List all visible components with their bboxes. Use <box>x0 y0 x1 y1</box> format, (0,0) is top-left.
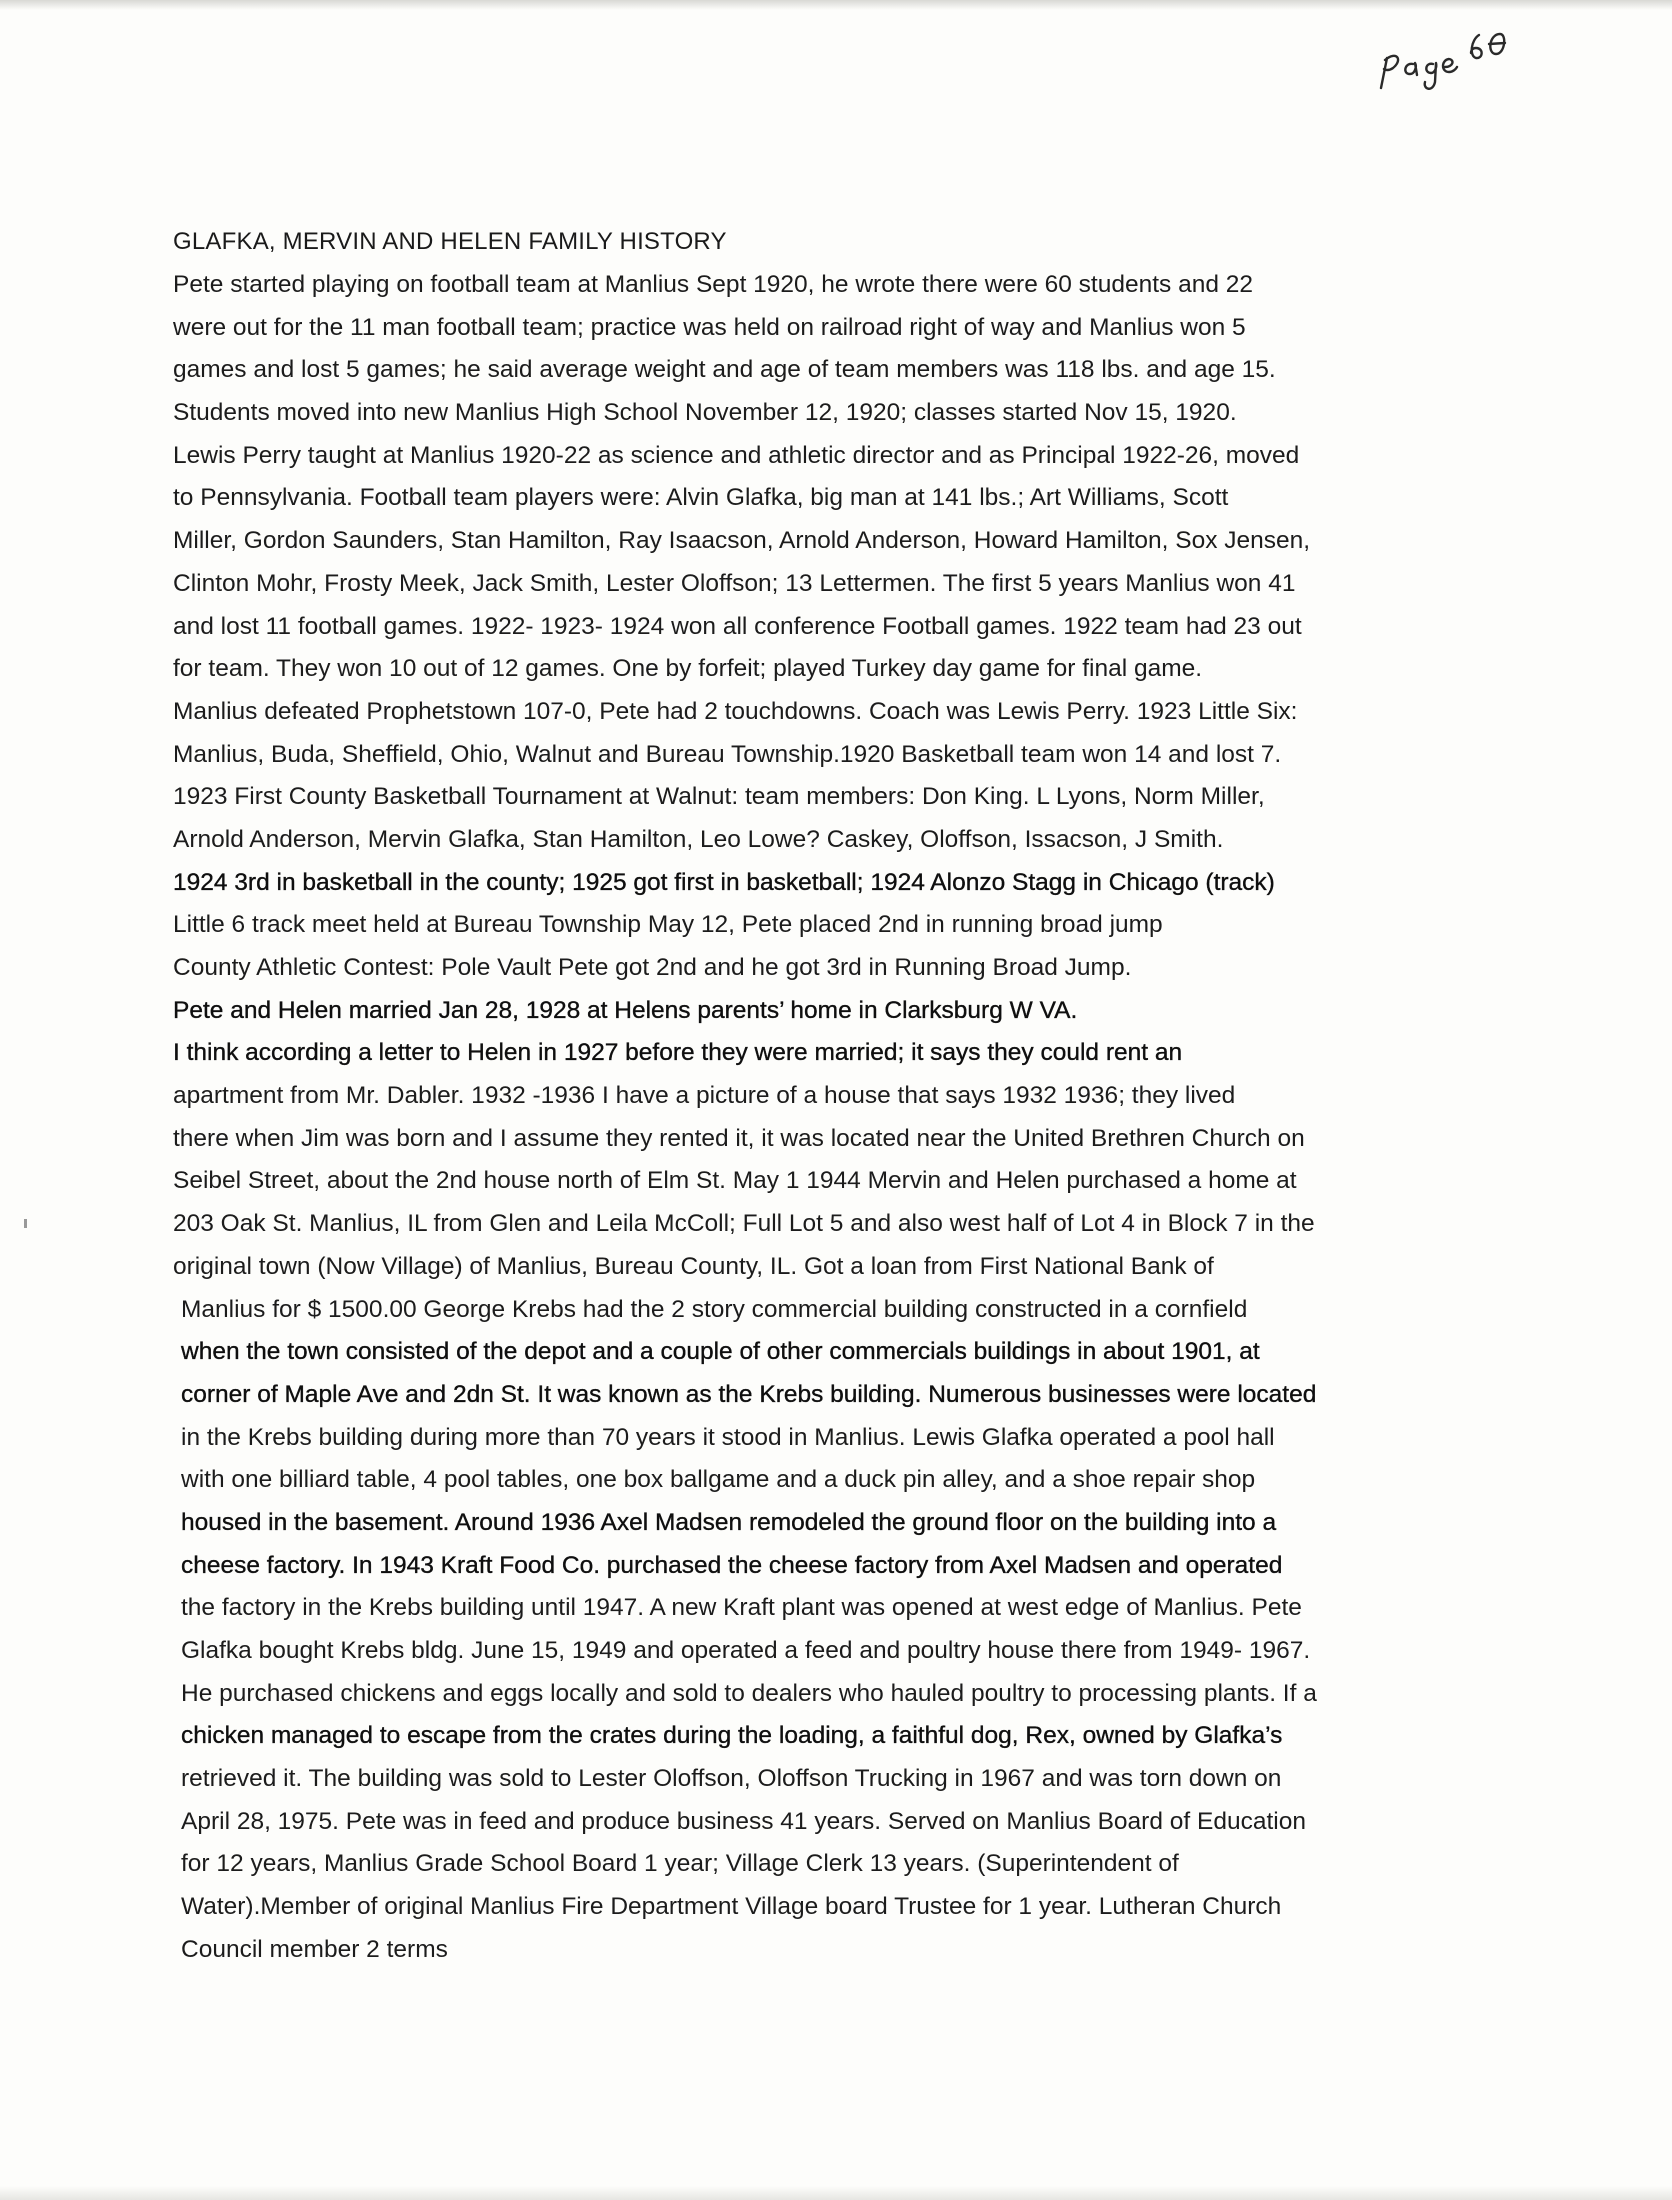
text-line: housed in the basement. Around 1936 Axel Madsen remodeled the ground floor on the building into a <box>181 1508 1277 1536</box>
text-line: 203 Oak St. Manlius, IL from Glen and Leila McColl; Full Lot 5 and also west half of Lot 4 in Block 7 in the <box>173 1210 1315 1238</box>
text-line: 1923 First County Basketball Tournament at Walnut: team members: Don King. L Lyons, Norm Miller, <box>173 783 1265 811</box>
text-line: games and lost 5 games; he said average weight and age of team members was 118 lbs. and age 15. <box>173 356 1276 384</box>
text-line: there when Jim was born and I assume they rented it, it was located near the United Brethren Church on <box>173 1124 1305 1152</box>
text-line: for team. They won 10 out of 12 games. One by forfeit; played Turkey day game for final game. <box>173 655 1203 683</box>
text-line: retrieved it. The building was sold to Lester Oloffson, Oloffson Trucking in 1967 and was torn down on <box>181 1765 1282 1793</box>
text-line: Lewis Perry taught at Manlius 1920-22 as science and athletic director and as Principal 1922-26, moved <box>173 441 1300 469</box>
document-title: GLAFKA, MERVIN AND HELEN FAMILY HISTORY <box>173 228 727 255</box>
text-line: the factory in the Krebs building until 1947. A new Kraft plant was opened at west edge of Manlius. Pete <box>181 1594 1302 1622</box>
text-line: Students moved into new Manlius High School November 12, 1920; classes started Nov 15, 1920. <box>173 399 1237 427</box>
text-line: for 12 years, Manlius Grade School Board 1 year; Village Clerk 13 years. (Superintendent of <box>181 1850 1179 1878</box>
text-line: Little 6 track meet held at Bureau Township May 12, Pete placed 2nd in running broad jump <box>173 911 1163 939</box>
text-line: apartment from Mr. Dabler. 1932 -1936 I have a picture of a house that says 1932 1936; they lived <box>173 1082 1236 1110</box>
text-line: Arnold Anderson, Mervin Glafka, Stan Hamilton, Leo Lowe? Caskey, Oloffson, Issacson, J Smith. <box>173 825 1224 853</box>
text-line: and lost 11 football games. 1922- 1923- 1924 won all conference Football games. 1922 team had 23 out <box>173 612 1302 640</box>
history-text <box>173 264 1503 1972</box>
text-line: Manlius for $ 1500.00 George Krebs had the 2 story commercial building constructed in a cornfield <box>181 1295 1248 1323</box>
text-line: County Athletic Contest: Pole Vault Pete got 2nd and he got 3rd in Running Broad Jump. <box>173 954 1132 981</box>
text-line: Pete started playing on football team at Manlius Sept 1920, he wrote there were 60 students and 22 <box>173 271 1254 298</box>
text-line: with one billiard table, 4 pool tables, one box ballgame and a duck pin alley, and a shoe repair shop <box>181 1466 1256 1494</box>
text-line: original town (Now Village) of Manlius, Bureau County, IL. Got a loan from First National Bank of <box>173 1252 1214 1280</box>
text-line: Manlius defeated Prophetstown 107-0, Pete had 2 touchdowns. Coach was Lewis Perry. 1923 Little Six: <box>173 697 1298 725</box>
text-line: Manlius, Buda, Sheffield, Ohio, Walnut and Bureau Township.1920 Basketball team won 14 and lost 7. <box>173 740 1282 768</box>
text-line: Glafka bought Krebs bldg. June 15, 1949 and operated a feed and poultry house there from 1949- 1967. <box>181 1637 1311 1664</box>
text-line: when the town consisted of the depot and a couple of other commercials buildings in about 1901, at <box>181 1338 1260 1366</box>
text-line: April 28, 1975. Pete was in feed and produce business 41 years. Served on Manlius Board of Education <box>181 1807 1306 1835</box>
scan-bottom-edge <box>0 2186 1672 2200</box>
text-line: Water).Member of original Manlius Fire Department Village board Trustee for 1 year. Lutheran Church <box>181 1893 1282 1921</box>
text-line: to Pennsylvania. Football team players were: Alvin Glafka, big man at 141 lbs.; Art Williams, Scott <box>173 484 1229 512</box>
scan-top-edge <box>0 0 1672 10</box>
text-line: in the Krebs building during more than 70 years it stood in Manlius. Lewis Glafka operated a pool hall <box>181 1423 1275 1451</box>
scan-speck <box>24 1219 27 1228</box>
text-line: He purchased chickens and eggs locally and sold to dealers who hauled poultry to processing plants. If a <box>181 1679 1317 1707</box>
text-line: chicken managed to escape from the crates during the loading, a faithful dog, Rex, owned by Glafka’s <box>181 1722 1283 1750</box>
text-line: Clinton Mohr, Frosty Meek, Jack Smith, Lester Oloffson; 13 Lettermen. The first 5 years Manlius won 41 <box>173 569 1296 597</box>
text-line: corner of Maple Ave and 2dn St. It was known as the Krebs building. Numerous businesses were located <box>181 1380 1317 1408</box>
text-line: I think according a letter to Helen in 1927 before they were married; it says they could rent an <box>173 1039 1183 1067</box>
text-line: 1924 3rd in basketball in the county; 1925 got first in basketball; 1924 Alonzo Stagg in Chicago (track) <box>173 868 1275 896</box>
text-line: were out for the 11 man football team; practice was held on railroad right of way and Manlius won 5 <box>173 313 1246 341</box>
text-line: Pete and Helen married Jan 28, 1928 at Helens parents’ home in Clarksburg W VA. <box>173 996 1078 1024</box>
text-line: Council member 2 terms <box>181 1935 448 1963</box>
text-line: cheese factory. In 1943 Kraft Food Co. purchased the cheese factory from Axel Madsen and operated <box>181 1551 1283 1579</box>
handwritten-page-number <box>1375 20 1525 100</box>
text-line: Miller, Gordon Saunders, Stan Hamilton, Ray Isaacson, Arnold Anderson, Howard Hamilton, Sox Jensen, <box>173 527 1311 555</box>
text-line: Seibel Street, about the 2nd house north of Elm St. May 1 1944 Mervin and Helen purchased a home at <box>173 1167 1297 1195</box>
